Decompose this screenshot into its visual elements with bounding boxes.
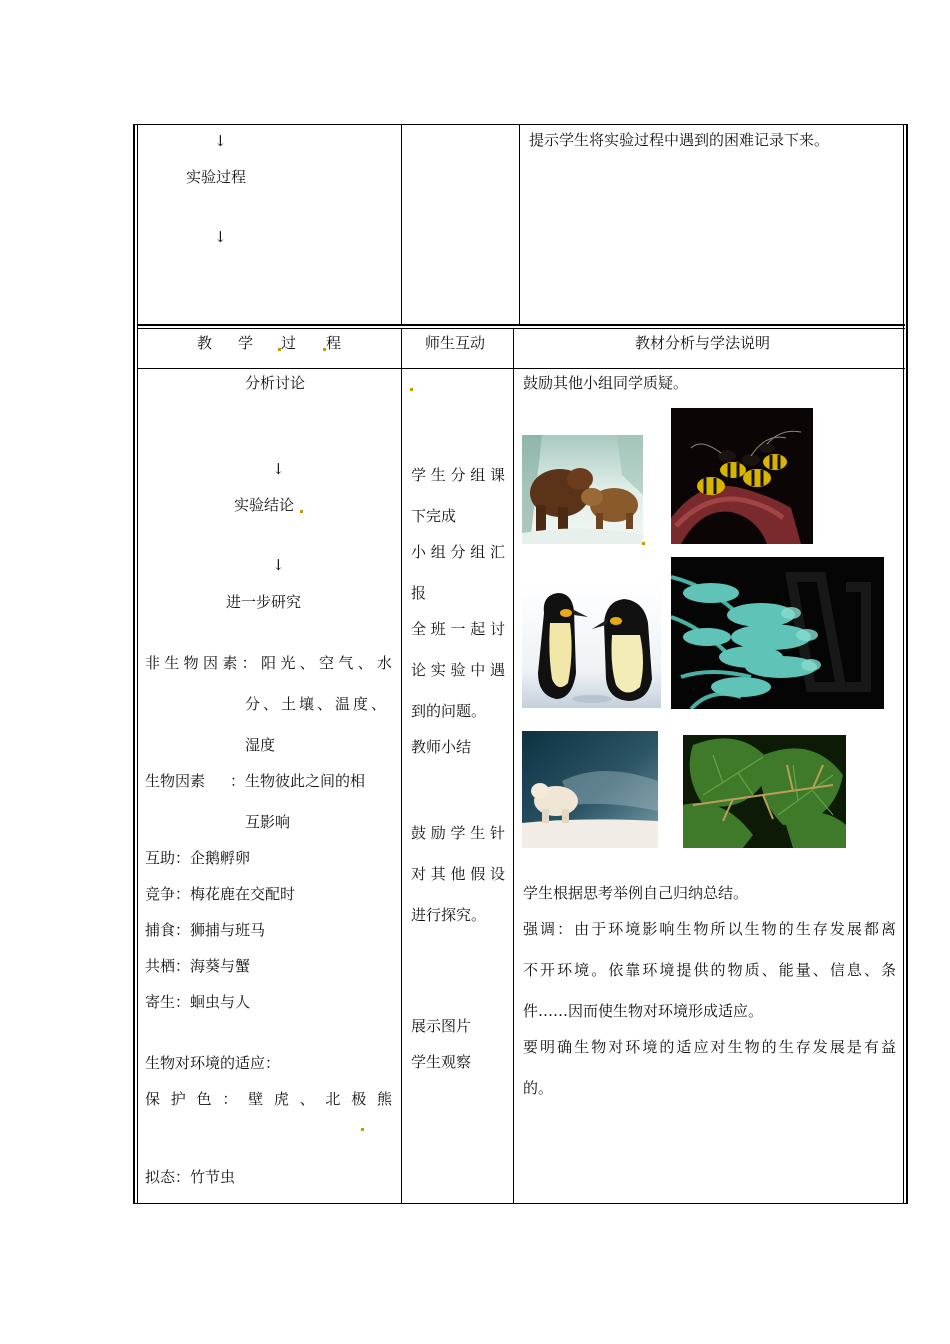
interaction-line: 报: [411, 584, 427, 602]
emphasis-line-5: 的。: [523, 1079, 554, 1097]
abiotic-factors-line1: 非生物因素：阳光、空气、水: [145, 654, 392, 672]
interaction-line: 全班一起讨: [411, 620, 505, 638]
polar-bear-photo: [522, 731, 658, 848]
mimicry-example: 拟态：竹节虫: [145, 1168, 236, 1186]
summary-text: 学生根据思考举例自己归纳总结。: [523, 884, 749, 902]
adaptation-heading: 生物对环境的适应：: [145, 1054, 281, 1072]
header-char: 程: [326, 334, 342, 352]
biotic-factors-head: 生物因素: [145, 772, 206, 790]
emphasis-line-2: 不开环境。依靠环境提供的物质、能量、信息、条: [523, 961, 896, 979]
interaction-line: 学生观察: [411, 1053, 472, 1071]
stick-insect-photo: [683, 735, 846, 848]
right-note: 提示学生将实验过程中遇到的困难记录下来。: [529, 131, 830, 149]
analysis-label: 分析讨论: [245, 374, 306, 392]
emphasis-line-4: 要明确生物对环境的适应对生物的生存发展是有益: [523, 1038, 896, 1056]
interaction-line: 到的问题。: [411, 702, 487, 720]
interaction-line: 下完成: [411, 507, 457, 525]
penguins-photo: [522, 583, 661, 708]
predation-example: 捕食：狮捕与班马: [145, 921, 266, 939]
arrow-down-2: ↓: [214, 228, 227, 246]
interaction-line: 鼓励学生针: [411, 824, 505, 842]
interaction-line: 学生分组课: [411, 466, 505, 484]
parasitism-example: 寄生：蛔虫与人: [145, 993, 251, 1011]
header-interaction: 师生互动: [425, 334, 486, 352]
arrow-down-3: ↓: [272, 460, 285, 478]
arrow-down-1: ↓: [214, 132, 227, 150]
commensalism-example: 共栖：海葵与蟹: [145, 957, 251, 975]
header-char: 教: [197, 334, 213, 352]
conclusion-label: 实验结论: [234, 496, 295, 514]
encourage-text: 鼓励其他小组同学质疑。: [523, 374, 689, 392]
emphasis-line-3: 件……因而使生物对环境形成适应。: [523, 1002, 764, 1020]
protective-color-example: 保护色：壁虎、北极熊: [145, 1090, 392, 1108]
header-char: 过: [281, 334, 297, 352]
interaction-line: 小组分组汇: [411, 543, 505, 561]
interaction-line: 教师小结: [411, 738, 472, 756]
emphasis-line-1: 强调：由于环境影响生物所以生物的生存发展都离: [523, 920, 896, 938]
wasps-photo: [671, 408, 813, 544]
abiotic-factors-line3: 湿度: [245, 736, 276, 754]
mutual-aid-example: 互助：企鹅孵卵: [145, 849, 251, 867]
abiotic-factors-line2: 分、土壤、温度、: [245, 695, 386, 713]
process-label: 实验过程: [186, 168, 247, 186]
interaction-line: 论实验中遇: [411, 661, 505, 679]
interaction-line: 展示图片: [411, 1017, 472, 1035]
interaction-line: 进行探究。: [411, 906, 487, 924]
header-teaching-process: [138, 336, 401, 356]
biotic-factors-rest: ：生物彼此之间的相: [230, 772, 366, 790]
bears-photo: [522, 435, 643, 544]
header-char: 学: [238, 334, 254, 352]
arrow-down-4: ↓: [272, 556, 285, 574]
interaction-line: 对其他假设: [411, 865, 505, 883]
mold-photo: [671, 557, 884, 709]
biotic-factors-line2: 互影响: [245, 813, 291, 831]
further-research-label: 进一步研究: [226, 593, 302, 611]
competition-example: 竞争：梅花鹿在交配时: [145, 885, 296, 903]
header-analysis: 教材分析与学法说明: [635, 334, 771, 352]
